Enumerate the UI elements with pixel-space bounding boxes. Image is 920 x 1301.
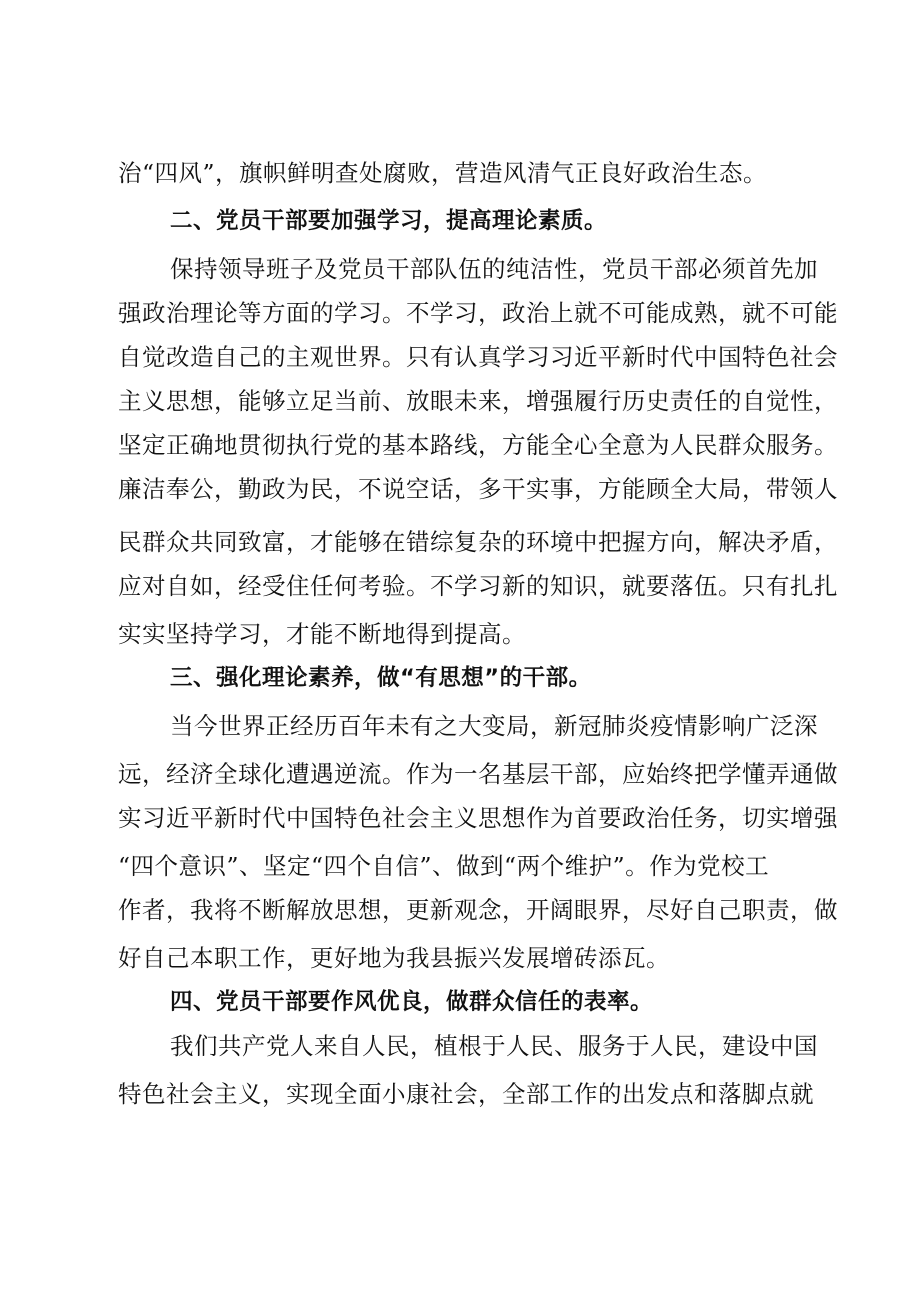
section-heading-4: 四、党员干部要作风优良，做群众信任的表率。: [170, 989, 654, 1015]
body-text-line: 实实坚持学习，才能不断地得到提高。: [118, 620, 526, 648]
body-text-line: 远，经济全球化遭遇逆流。作为一名基层干部，应始终把学懂弄通做: [118, 760, 838, 788]
body-text-line: 廉洁奉公，勤政为民，不说空话，多干实事，方能顾全大局，带领人: [118, 475, 838, 503]
body-text-line: 应对自如，经受住任何考验。不学习新的知识，就要落伍。只有扎扎: [118, 572, 838, 600]
body-text-line: 主义思想，能够立足当前、放眼未来，增强履行历史责任的自觉性，: [118, 387, 838, 415]
section-heading-3: 三、强化理论素养，做“有思想”的干部。: [170, 665, 592, 691]
body-text-line: 作者，我将不断解放思想，更新观念，开阔眼界，尽好自己职责，做: [118, 896, 838, 924]
body-text-line: 好自己本职工作，更好地为我县振兴发展增砖添瓦。: [118, 944, 670, 972]
section-heading-2: 二、党员干部要加强学习，提高理论素质。: [170, 208, 608, 234]
body-text-line: “四个意识”、坚定“四个自信”、做到“两个维护”。作为党校工: [118, 852, 770, 880]
body-text-line: 自觉改造自己的主观世界。只有认真学习习近平新时代中国特色社会: [118, 343, 838, 371]
body-text-line: 特色社会主义，实现全面小康社会，全部工作的出发点和落脚点就: [118, 1080, 814, 1108]
body-text-line: 坚定正确地贯彻执行党的基本路线，方能全心全意为人民群众服务。: [118, 431, 838, 459]
body-text-line: 治“四风”，旗帜鲜明查处腐败，营造风清气正良好政治生态。: [118, 159, 768, 187]
body-text-line: 我们共产党人来自人民，植根于人民、服务于人民，建设中国: [170, 1032, 818, 1060]
body-text-line: 当今世界正经历百年未有之大变局，新冠肺炎疫情影响广泛深: [170, 712, 818, 740]
body-text-line: 民群众共同致富，才能够在错综复杂的环境中把握方向，解决矛盾，: [118, 528, 838, 556]
body-text-line: 强政治理论等方面的学习。不学习，政治上就不可能成熟，就不可能: [118, 299, 838, 327]
body-text-line: 实习近平新时代中国特色社会主义思想作为首要政治任务，切实增强: [118, 804, 838, 832]
body-text-line: 保持领导班子及党员干部队伍的纯洁性，党员干部必须首先加: [170, 255, 818, 283]
